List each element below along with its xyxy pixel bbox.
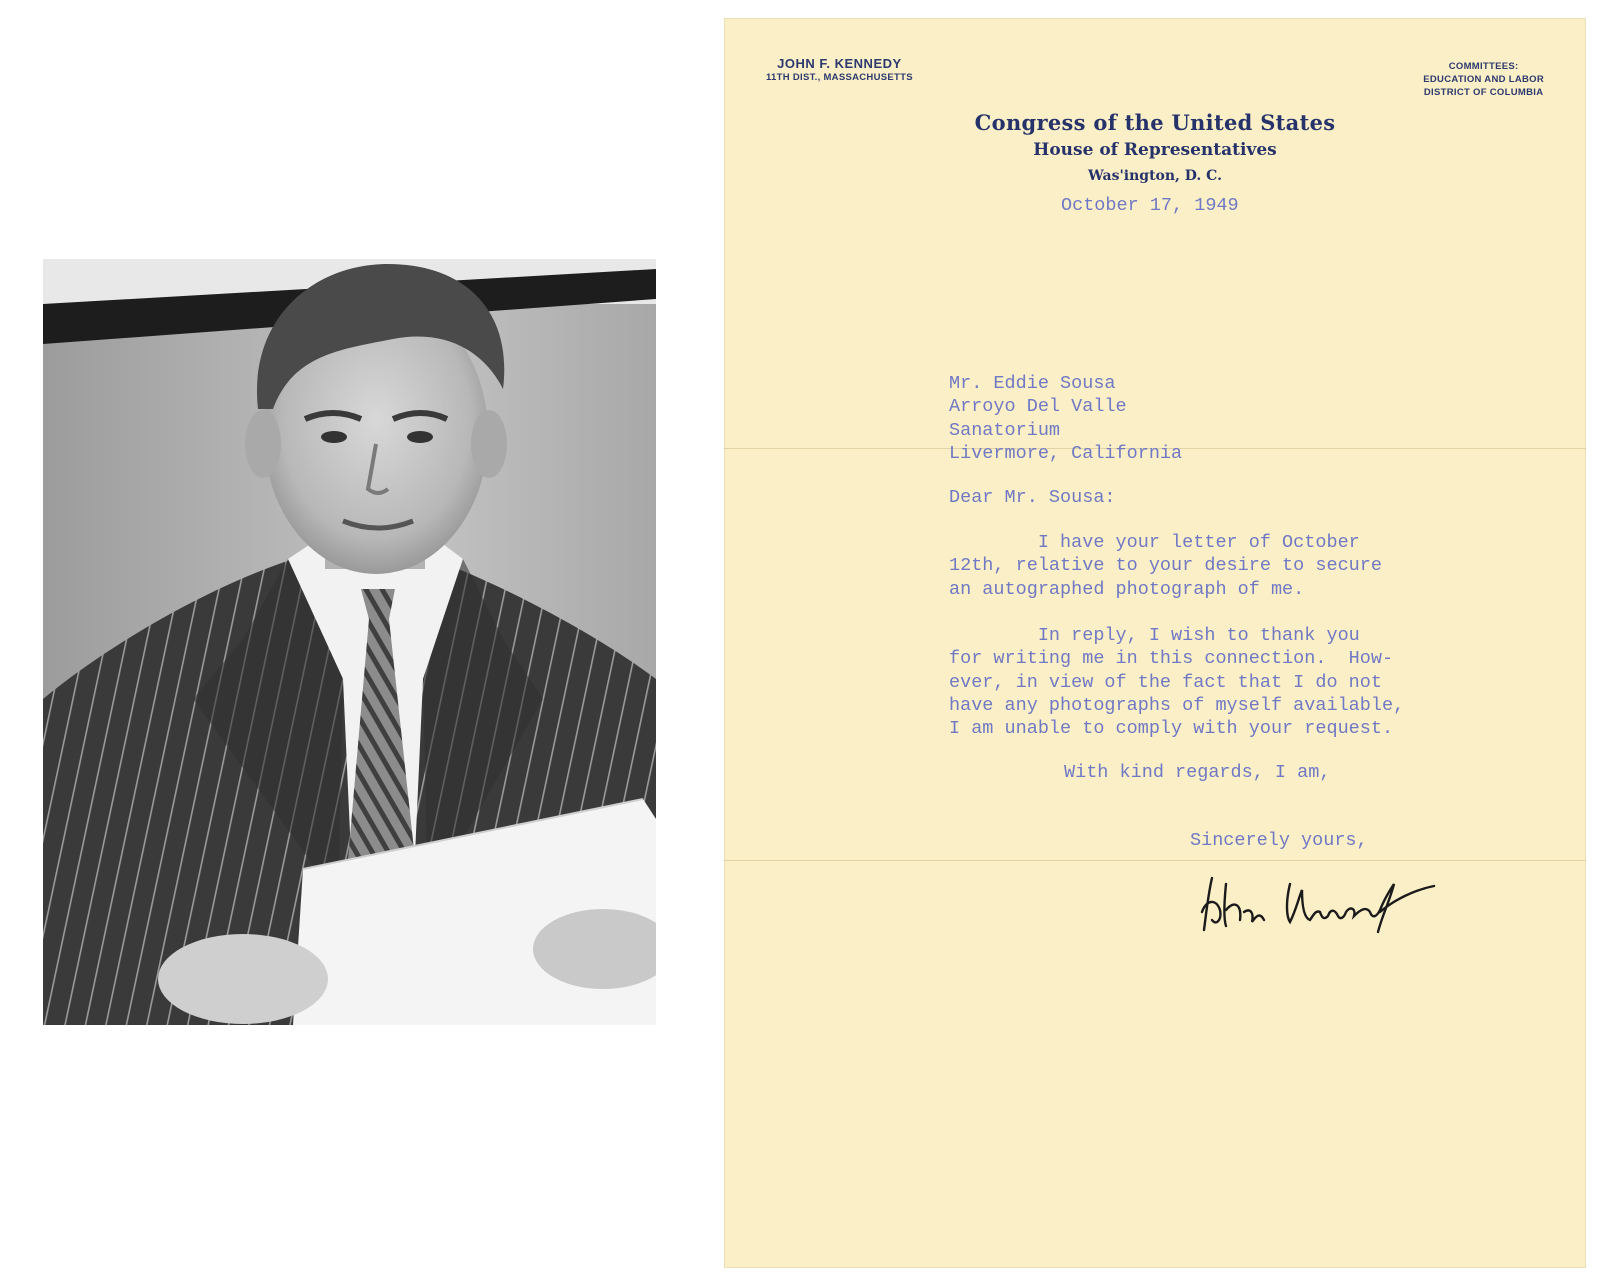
masthead-congress: Congress of the United States [974,110,1336,135]
committee-item: EDUCATION AND LABOR [1423,74,1544,85]
paragraph-1 [949,531,1382,601]
salutation: Dear Mr. Sousa: [949,487,1116,508]
signature-image [1194,860,1444,950]
address-line: Sanatorium [949,419,1061,441]
committee-item: DISTRICT OF COLUMBIA [1423,87,1544,98]
recipient-address [949,372,1182,465]
paragraph-line: I have your letter of October [949,532,1360,553]
sign-off: Sincerely yours, [1190,830,1368,851]
paragraph-line: have any photographs of myself available, [949,694,1405,716]
letterhead-right [1423,60,1544,99]
masthead-city: Was'ington, D. C. [1088,168,1222,184]
fold-line [724,860,1586,861]
paragraph-line: for writing me in this connection. How- [949,648,1394,670]
portrait-illustration [43,259,656,1025]
portrait-photo [43,259,656,1025]
committees-label: COMMITTEES: [1448,61,1519,72]
paragraph-line: I am unable to comply with your request. [949,718,1394,740]
letterhead-name: JOHN F. KENNEDY [777,56,902,71]
letter-date: October 17, 1949 [1061,195,1239,216]
letterhead-left [766,56,913,84]
paragraph-2 [949,624,1404,740]
paragraph-line: an autographed photograph of me. [949,578,1305,600]
letter-document [724,18,1586,1268]
address-line: Mr. Eddie Sousa [949,373,1116,394]
paragraph-line: In reply, I wish to thank you [949,625,1360,646]
letterhead-district: 11TH DIST., MASSACHUSETTS [766,72,913,83]
address-line: Livermore, California [949,442,1183,464]
masthead [724,110,1586,184]
paragraph-line: 12th, relative to your desire to secure [949,555,1382,577]
address-line: Arroyo Del Valle [949,396,1127,418]
masthead-house: House of Representatives [1033,140,1277,160]
closing-line: With kind regards, I am, [1064,762,1331,783]
paragraph-line: ever, in view of the fact that I do not [949,671,1382,693]
